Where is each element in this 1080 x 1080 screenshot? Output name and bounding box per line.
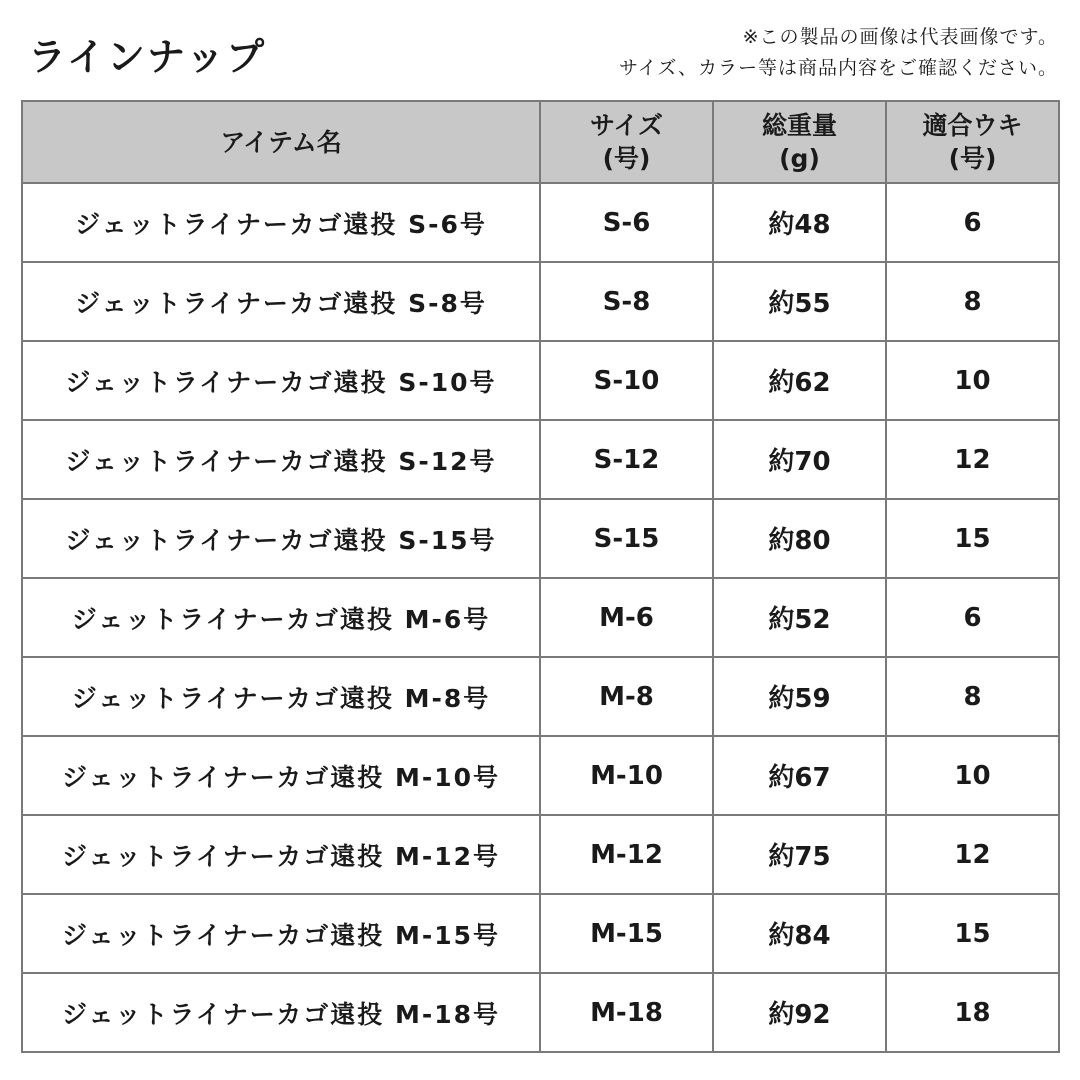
weight-cell: 約52 bbox=[713, 578, 886, 657]
weight-cell: 約48 bbox=[713, 183, 886, 262]
float-cell: 8 bbox=[886, 262, 1059, 341]
table-row bbox=[22, 736, 1059, 815]
float-cell: 6 bbox=[886, 578, 1059, 657]
weight-cell: 約70 bbox=[713, 420, 886, 499]
item-name-cell: ジェットライナーカゴ遠投 M-15号 bbox=[22, 894, 540, 973]
disclaimer-line-1: ※この製品の画像は代表画像です。 bbox=[742, 26, 1058, 48]
item-name-cell: ジェットライナーカゴ遠投 S-8号 bbox=[22, 262, 540, 341]
float-cell: 15 bbox=[886, 499, 1059, 578]
size-cell: M-8 bbox=[540, 657, 713, 736]
size-cell: S-15 bbox=[540, 499, 713, 578]
weight-cell: 約92 bbox=[713, 973, 886, 1052]
table-row bbox=[22, 262, 1059, 341]
lineup-table bbox=[21, 100, 1060, 1053]
item-name-cell: ジェットライナーカゴ遠投 M-12号 bbox=[22, 815, 540, 894]
weight-cell: 約75 bbox=[713, 815, 886, 894]
float-cell: 10 bbox=[886, 341, 1059, 420]
header-size bbox=[540, 101, 713, 183]
disclaimer-line-2: サイズ、カラー等は商品内容をご確認ください。 bbox=[618, 57, 1058, 79]
item-name-cell: ジェットライナーカゴ遠投 S-12号 bbox=[22, 420, 540, 499]
float-cell: 15 bbox=[886, 894, 1059, 973]
item-name-cell: ジェットライナーカゴ遠投 S-15号 bbox=[22, 499, 540, 578]
page-title: ラインナップ bbox=[28, 35, 267, 79]
table-row bbox=[22, 420, 1059, 499]
weight-cell: 約55 bbox=[713, 262, 886, 341]
float-cell: 8 bbox=[886, 657, 1059, 736]
table-row bbox=[22, 578, 1059, 657]
table-row bbox=[22, 657, 1059, 736]
item-name-cell: ジェットライナーカゴ遠投 M-10号 bbox=[22, 736, 540, 815]
item-name-cell: ジェットライナーカゴ遠投 S-10号 bbox=[22, 341, 540, 420]
header-item-name-label: アイテム名 bbox=[220, 127, 342, 157]
item-name-cell: ジェットライナーカゴ遠投 M-8号 bbox=[22, 657, 540, 736]
float-cell: 12 bbox=[886, 815, 1059, 894]
float-cell: 6 bbox=[886, 183, 1059, 262]
table-row bbox=[22, 973, 1059, 1052]
table-header-row bbox=[22, 101, 1059, 183]
item-name-cell: ジェットライナーカゴ遠投 S-6号 bbox=[22, 183, 540, 262]
header-total-weight bbox=[713, 101, 886, 183]
header-compatible-float bbox=[886, 101, 1059, 183]
size-cell: S-8 bbox=[540, 262, 713, 341]
weight-cell: 約67 bbox=[713, 736, 886, 815]
weight-cell: 約59 bbox=[713, 657, 886, 736]
size-cell: M-12 bbox=[540, 815, 713, 894]
header-float-unit: (号) bbox=[948, 144, 997, 173]
size-cell: M-10 bbox=[540, 736, 713, 815]
float-cell: 10 bbox=[886, 736, 1059, 815]
weight-cell: 約62 bbox=[713, 341, 886, 420]
header-item-name bbox=[22, 101, 540, 183]
header-size-unit: (号) bbox=[602, 144, 651, 173]
header-weight-unit: (g) bbox=[779, 144, 820, 173]
table-row bbox=[22, 341, 1059, 420]
float-cell: 18 bbox=[886, 973, 1059, 1052]
size-cell: S-12 bbox=[540, 420, 713, 499]
size-cell: S-10 bbox=[540, 341, 713, 420]
size-cell: M-18 bbox=[540, 973, 713, 1052]
header-float-label: 適合ウキ bbox=[922, 111, 1023, 140]
table-row bbox=[22, 815, 1059, 894]
weight-cell: 約84 bbox=[713, 894, 886, 973]
item-name-cell: ジェットライナーカゴ遠投 M-18号 bbox=[22, 973, 540, 1052]
disclaimer-note bbox=[619, 22, 1058, 84]
item-name-cell: ジェットライナーカゴ遠投 M-6号 bbox=[22, 578, 540, 657]
size-cell: M-15 bbox=[540, 894, 713, 973]
weight-cell: 約80 bbox=[713, 499, 886, 578]
float-cell: 12 bbox=[886, 420, 1059, 499]
size-cell: M-6 bbox=[540, 578, 713, 657]
table-row bbox=[22, 183, 1059, 262]
header-weight-label: 総重量 bbox=[761, 111, 837, 140]
table-row bbox=[22, 499, 1059, 578]
header-size-label: サイズ bbox=[589, 111, 663, 140]
size-cell: S-6 bbox=[540, 183, 713, 262]
table-row bbox=[22, 894, 1059, 973]
